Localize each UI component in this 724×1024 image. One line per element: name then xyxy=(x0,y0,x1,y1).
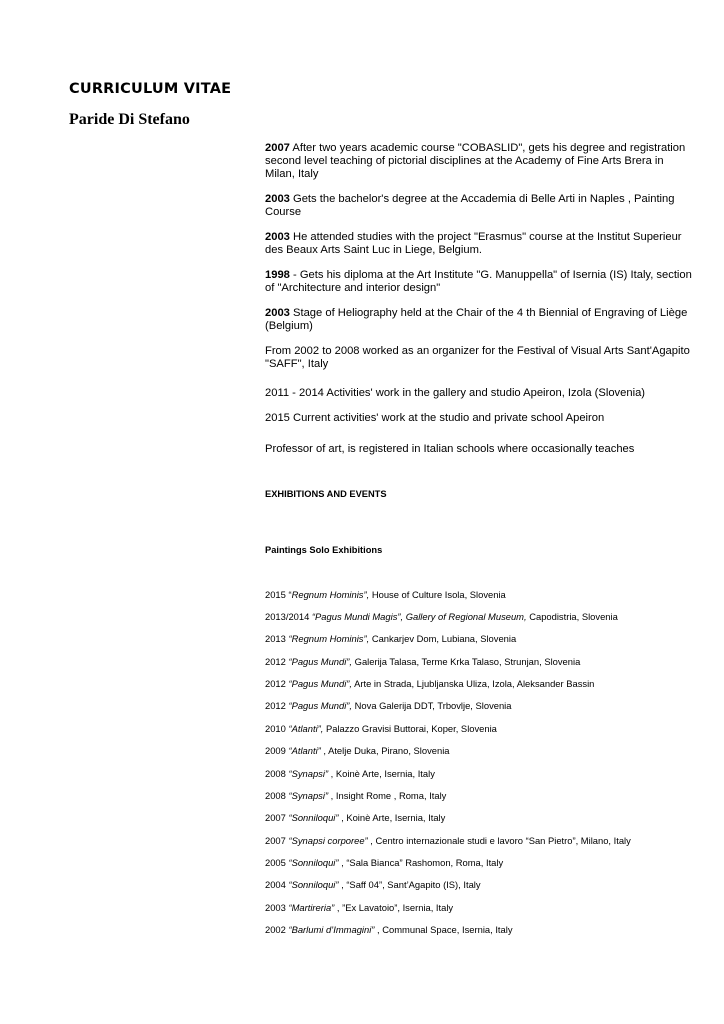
bio-text: Stage of Heliography held at the Chair of the 4 th Biennial of Engraving of Liège (Belgium) xyxy=(265,307,688,332)
exhibition-title: “Pagus Mundi”, xyxy=(288,678,353,689)
exhibition-title: “Synapsi” xyxy=(288,790,329,801)
bio-year: 2003 xyxy=(265,307,290,319)
exhibition-item xyxy=(265,656,705,667)
exhibition-venue: , Communal Space, Isernia, Italy xyxy=(374,924,513,935)
bio-entry xyxy=(265,269,693,295)
document-title: CURRICULUM VITAE xyxy=(69,81,232,97)
exhibition-year: 2008 xyxy=(265,768,289,779)
bio-text: From 2002 to 2008 worked as an organizer for the Festival of Visual Arts Sant'Agapito "SAFF", Italy xyxy=(265,345,690,370)
bio-text: - Gets his diploma at the Art Institute "G. Manuppella" of Isernia (IS) Italy, section of "Architecture and interior design" xyxy=(265,269,692,294)
bio-text: 2015 Current activities' work at the studio and private school Apeiron xyxy=(265,412,605,424)
bio-year: 1998 xyxy=(265,269,290,281)
exhibition-item xyxy=(265,812,705,823)
bio-text: He attended studies with the project "Erasmus" course at the Institut Superieur des Beaux Arts Saint Luc in Liege, Belgium. xyxy=(265,231,682,256)
exhibition-year: 2012 xyxy=(265,678,289,689)
exhibition-title: “Sonniloqui” xyxy=(288,812,339,823)
bio-entry xyxy=(265,387,645,400)
exhibition-venue: , Koinè Arte, Isernia, Italy xyxy=(328,768,435,779)
exhibition-title: “Atlanti”, xyxy=(288,723,324,734)
bio-text: Gets the bachelor's degree at the Accademia di Belle Arti in Naples , Painting Course xyxy=(265,193,675,218)
exhibition-item xyxy=(265,723,705,734)
person-name: Paride Di Stefano xyxy=(69,111,190,128)
exhibition-item xyxy=(265,589,705,600)
exhibition-year: 2007 xyxy=(265,835,289,846)
exhibition-venue: , Koinè Arte, Isernia, Italy xyxy=(338,812,446,823)
exhibition-item xyxy=(265,879,705,890)
bio-text: Professor of art, is registered in Italian schools where occasionally teaches xyxy=(265,443,635,455)
exhibition-year: 2003 xyxy=(265,902,289,913)
bio-text: After two years academic course "COBASLID", gets his degree and registration second level teaching of pictorial disciplines at the Academy of Fine Arts Brera in Milan, Italy xyxy=(265,142,686,180)
exhibition-venue: Arte in Strada, Ljubljanska Uliza, Izola, Aleksander Bassin xyxy=(352,678,595,689)
exhibition-year: 2004 xyxy=(265,879,289,890)
exhibition-venue: Galerija Talasa, Terme Krka Talaso, Strunjan, Slovenia xyxy=(352,656,581,667)
exhibition-title: “Barlumi d’Immagini” xyxy=(288,924,375,935)
bio-entry xyxy=(265,142,693,181)
exhibition-title: “Pagus Mundi”, xyxy=(288,700,353,711)
exhibition-item xyxy=(265,700,705,711)
exhibition-title: “Synapsi” xyxy=(288,768,329,779)
exhibition-venue: Nova Galerija DDT, Trbovlje, Slovenia xyxy=(352,700,512,711)
exhibition-year: 2012 xyxy=(265,700,289,711)
exhibition-item xyxy=(265,678,705,689)
bio-text: 2011 - 2014 Activities' work in the gallery and studio Apeiron, Izola (Slovenia) xyxy=(265,387,646,399)
exhibition-year: 2008 xyxy=(265,790,289,801)
exhibition-title: “Martireria” xyxy=(288,902,335,913)
exhibition-item xyxy=(265,768,705,779)
exhibition-year: 2013 xyxy=(265,633,289,644)
exhibition-year: 2002 xyxy=(265,924,289,935)
bio-entry xyxy=(265,193,693,219)
solo-exhibitions-heading: Paintings Solo Exhibitions xyxy=(265,545,383,555)
bio-entry xyxy=(265,307,693,333)
exhibition-year: 2010 xyxy=(265,723,289,734)
exhibition-item xyxy=(265,902,705,913)
exhibition-title: “Atlanti” xyxy=(288,745,321,756)
exhibition-title: “Regnum Hominis”, xyxy=(288,633,370,644)
exhibition-year: 2007 xyxy=(265,812,289,823)
exhibition-title: “Pagus Mundi”, xyxy=(288,656,353,667)
bio-year: 2007 xyxy=(265,142,290,154)
exhibition-venue: House of Culture Isola, Slovenia xyxy=(369,589,506,600)
exhibition-item xyxy=(265,790,705,801)
bio-year: 2003 xyxy=(265,231,290,243)
exhibition-venue: , Atelje Duka, Pirano, Slovenia xyxy=(320,745,450,756)
exhibition-venue: , Centro internazionale studi e lavoro “San Pietro”, Milano, Italy xyxy=(367,835,631,846)
exhibition-item xyxy=(265,835,705,846)
bio-entry xyxy=(265,231,693,257)
exhibition-year: 2012 xyxy=(265,656,289,667)
exhibition-item xyxy=(265,857,705,868)
exhibition-item xyxy=(265,924,705,935)
exhibition-venue: , Insight Rome , Roma, Italy xyxy=(328,790,447,801)
exhibition-item xyxy=(265,633,705,644)
exhibition-year: 2013/2014 xyxy=(265,611,312,622)
bio-entry xyxy=(265,345,693,371)
exhibition-venue: , “Sala Bianca” Rashomon, Roma, Italy xyxy=(338,857,504,868)
exhibition-title: “Sonniloqui” xyxy=(288,857,339,868)
exhibition-title: “Synapsi corporee” xyxy=(288,835,368,846)
exhibition-title: Regnum Hominis”, xyxy=(291,589,370,600)
exhibition-year: 2005 xyxy=(265,857,289,868)
exhibition-item xyxy=(265,611,705,622)
exhibition-title: “Sonniloqui” xyxy=(288,879,339,890)
exhibition-item xyxy=(265,745,705,756)
exhibition-year: 2009 xyxy=(265,745,289,756)
bio-entry xyxy=(265,443,634,456)
exhibitions-heading: EXHIBITIONS AND EVENTS xyxy=(265,489,387,499)
exhibition-venue: Palazzo Gravisi Buttorai, Koper, Slovenia xyxy=(323,723,497,734)
exhibition-venue: Capodistria, Slovenia xyxy=(526,611,618,622)
exhibition-venue: Cankarjev Dom, Lubiana, Slovenia xyxy=(369,633,517,644)
exhibition-year: 2015 “ xyxy=(265,589,292,600)
exhibition-venue: , “Saff 04”, Sant’Agapito (IS), Italy xyxy=(338,879,481,890)
bio-year: 2003 xyxy=(265,193,290,205)
bio-entry xyxy=(265,412,604,425)
exhibition-venue: , ”Ex Lavatoio”, Isernia, Italy xyxy=(334,902,454,913)
exhibition-title: “Pagus Mundi Magis”, Gallery of Regional Museum, xyxy=(311,611,527,622)
